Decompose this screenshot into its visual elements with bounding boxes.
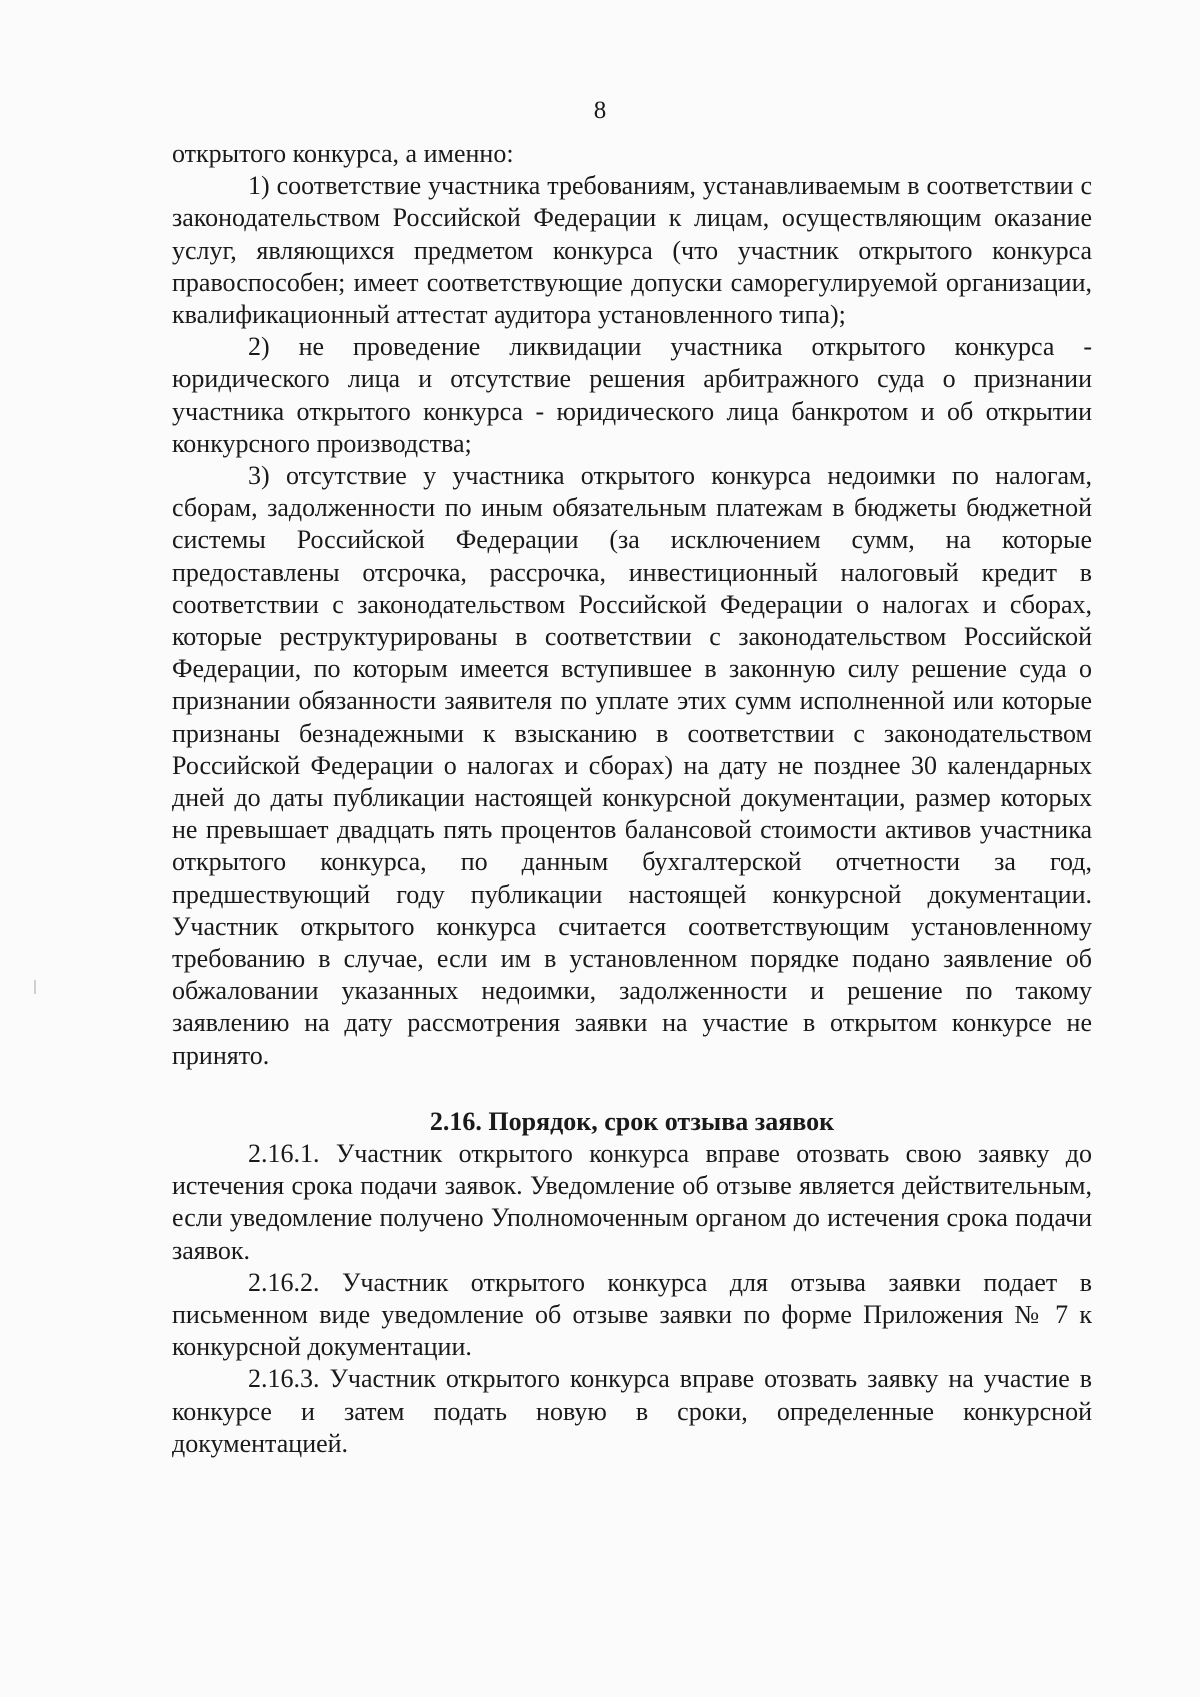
scan-edge-mark [34, 980, 36, 994]
list-item-1: 1) соответствие участника требованиям, устанавливаемым в соответствии с законодательством Российской Федерации к лицам, осуществляющим оказание услуг, являющихся предметом конкурса (что участник открытого конкурса правоспособен; имеет соответствующие допуски саморегулируемой организации, квалификационный аттестат аудитора установленного типа); [172, 171, 1092, 330]
page-number: 8 [593, 97, 607, 124]
section-paragraph-3: 2.16.3. Участник открытого конкурса вправе отозвать заявку на участие в конкурсе и затем подать новую в сроки, определенные конкурсной документацией. [172, 1364, 1092, 1458]
list-item-2: 2) не проведение ликвидации участника открытого конкурса - юридического лица и отсутствие решения арбитражного суда о признании участника открытого конкурса - юридического лица банкротом и об открытии конкурсного производства; [172, 332, 1092, 458]
section-paragraph-2: 2.16.2. Участник открытого конкурса для отзыва заявки подает в письменном виде уведомление об отзыве заявки по форме Приложения № 7 к конкурсной документации. [172, 1267, 1092, 1362]
section-paragraph-1: 2.16.1. Участник открытого конкурса вправе отозвать свою заявку до истечения срока подачи заявок. Уведомление об отзыве является действительным, если уведомление получено Уполномоченным органом до истечения срока подачи заявок. [172, 1138, 1092, 1265]
intro-line: открытого конкурса, а именно: [172, 139, 514, 168]
section-title: 2.16. Порядок, срок отзыва заявок [429, 1106, 835, 1136]
document-body [172, 138, 1092, 1460]
list-item-3: 3) отсутствие у участника открытого конкурса недоимки по налогам, сборам, задолженности по иным обязательным платежам в бюджеты бюджетной системы Российской Федерации (за исключением сумм, на которые предоставлены отсрочка, рассрочка, инвестиционный налоговый кредит в соответствии с законодательством Российской Федерации о налогах и сборах, которые реструктурированы в соответствии с законодательством Российской Федерации, по которым имеется вступившее в законную силу решение суда о признании обязанности заявителя по уплате этих сумм исполненной или которые признаны безнадежными к взысканию в соответствии с законодательством Российской Федерации о налогах и сборах) на дату не позднее 30 календарных дней до даты публикации настоящей конкурсной документации, размер которых не превышает двадцать пять процентов балансовой стоимости активов участника открытого конкурса, по данным бухгалтерской отчетности за год, предшествующий году публикации настоящей конкурсной документации. Участник открытого конкурса считается соответствующим установленному требованию в случае, если им в установленном порядке подано заявление об обжаловании указанных недоимки, задолженности и решение по такому заявлению на дату рассмотрения заявки на участие в открытом конкурсе не принято. [172, 461, 1092, 1070]
